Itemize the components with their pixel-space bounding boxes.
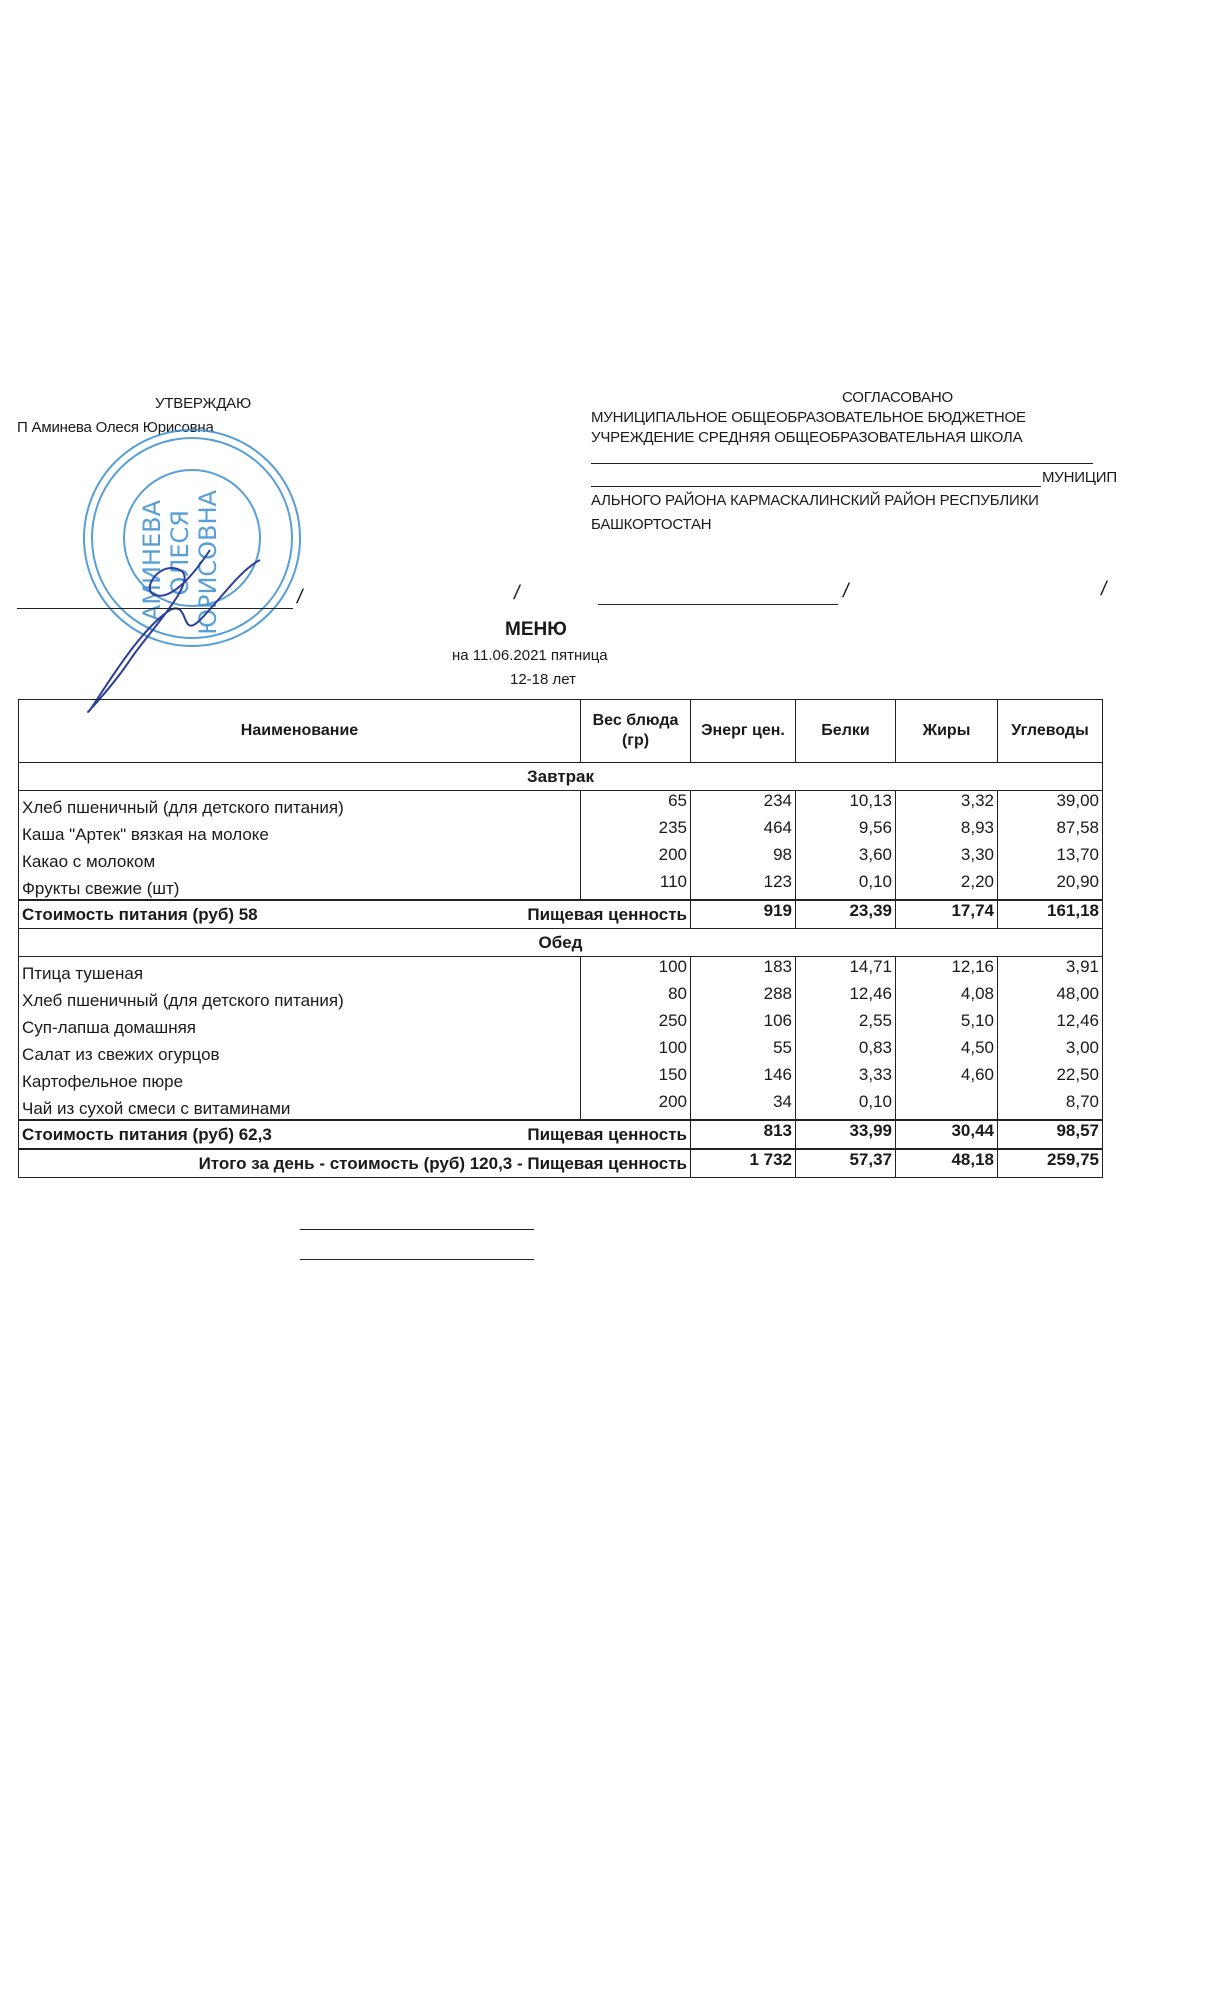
section-total-row [19,1120,1103,1149]
menu-age: 12-18 лет [510,671,576,688]
section-title: Обед [19,929,1103,957]
dish-name: Птица тушеная [19,957,581,985]
total-cost: Стоимость питания (руб) 58 [22,904,258,924]
cell-energy: 464 [691,818,796,845]
table-row [19,984,1103,1011]
agreed-line3: МУНИЦИП [1042,469,1117,486]
signature-line [300,1259,534,1260]
dish-name: Салат из свежих огурцов [19,1038,581,1065]
header-fat: Жиры [896,700,998,763]
cell-protein: 0,10 [796,872,896,900]
total-protein: 23,39 [796,900,896,929]
cell-weight: 200 [581,845,691,872]
table-row [19,872,1103,900]
dish-name: Хлеб пшеничный (для детского питания) [19,791,581,819]
cell-energy: 98 [691,845,796,872]
cell-carbs: 3,00 [998,1038,1103,1065]
cell-weight: 200 [581,1092,691,1120]
day-total-protein: 57,37 [796,1149,896,1178]
cell-weight: 250 [581,1011,691,1038]
header-name: Наименование [19,700,581,763]
cell-weight: 150 [581,1065,691,1092]
total-protein: 33,99 [796,1120,896,1149]
table-row [19,1065,1103,1092]
header-carbs: Углеводы [998,700,1103,763]
cell-weight: 235 [581,818,691,845]
cell-fat: 3,32 [896,791,998,819]
agreed-line4: АЛЬНОГО РАЙОНА КАРМАСКАЛИНСКИЙ РАЙОН РЕСПУБЛИКИ [591,492,1039,509]
agreed-title: СОГЛАСОВАНО [842,389,953,406]
cell-fat: 2,20 [896,872,998,900]
day-total-fat: 48,18 [896,1149,998,1178]
cell-fat: 3,30 [896,845,998,872]
cell-weight: 80 [581,984,691,1011]
cell-protein: 9,56 [796,818,896,845]
table-row [19,845,1103,872]
dish-name: Суп-лапша домашняя [19,1011,581,1038]
cell-energy: 106 [691,1011,796,1038]
signature-line [598,604,838,605]
table-header-row [19,700,1103,763]
day-total-row [19,1149,1103,1178]
total-cost: Стоимость питания (руб) 62,3 [22,1124,272,1144]
total-carbs: 98,57 [998,1120,1103,1149]
cell-carbs: 3,91 [998,957,1103,985]
cell-fat: 4,50 [896,1038,998,1065]
cell-fat: 4,08 [896,984,998,1011]
cell-energy: 34 [691,1092,796,1120]
total-fat: 17,74 [896,900,998,929]
cell-fat [896,1092,998,1120]
approve-person: П Аминева Олеся Юрисовна [17,419,214,436]
section-row [19,929,1103,957]
menu-table [18,699,1103,1178]
cell-fat: 12,16 [896,957,998,985]
svg-text:ОЛЕСЯ: ОЛЕСЯ [166,510,194,596]
cell-energy: 55 [691,1038,796,1065]
cell-carbs: 12,46 [998,1011,1103,1038]
signature-line [300,1229,534,1230]
cell-protein: 0,10 [796,1092,896,1120]
section-row [19,763,1103,791]
total-energy: 813 [691,1120,796,1149]
cell-energy: 288 [691,984,796,1011]
section-title: Завтрак [19,763,1103,791]
cell-protein: 0,83 [796,1038,896,1065]
cell-protein: 10,13 [796,791,896,819]
cell-fat: 5,10 [896,1011,998,1038]
menu-title: МЕНЮ [505,619,567,640]
cell-carbs: 87,58 [998,818,1103,845]
table-row [19,1038,1103,1065]
cell-protein: 14,71 [796,957,896,985]
cell-carbs: 13,70 [998,845,1103,872]
signature-line [17,608,293,609]
table-row [19,791,1103,819]
cell-energy: 183 [691,957,796,985]
total-label: Пищевая ценность [527,1124,687,1144]
blank-line [591,463,1093,464]
cell-weight: 100 [581,1038,691,1065]
slash: / [512,582,522,604]
section-total-row [19,900,1103,929]
cell-weight: 110 [581,872,691,900]
day-total-energy: 1 732 [691,1149,796,1178]
table-row [19,818,1103,845]
menu-date: на 11.06.2021 пятница [452,647,608,664]
cell-protein: 12,46 [796,984,896,1011]
svg-text:АМИНЕВА: АМИНЕВА [138,500,166,622]
total-fat: 30,44 [896,1120,998,1149]
dish-name: Чай из сухой смеси с витаминами [19,1092,581,1120]
cell-protein: 3,60 [796,845,896,872]
slash: / [295,586,305,608]
cell-protein: 2,55 [796,1011,896,1038]
total-energy: 919 [691,900,796,929]
agreed-line2: УЧРЕЖДЕНИЕ СРЕДНЯЯ ОБЩЕОБРАЗОВАТЕЛЬНАЯ ШКОЛА [591,429,1023,446]
table-row [19,1011,1103,1038]
total-carbs: 161,18 [998,900,1103,929]
total-label: Пищевая ценность [527,904,687,924]
table-row [19,957,1103,985]
cell-energy: 234 [691,791,796,819]
dish-name: Фрукты свежие (шт) [19,872,581,900]
slash: / [1099,578,1109,600]
cell-carbs: 20,90 [998,872,1103,900]
header-weight: Вес блюда (гр) [581,700,691,763]
agreed-line1: МУНИЦИПАЛЬНОЕ ОБЩЕОБРАЗОВАТЕЛЬНОЕ БЮДЖЕТНОЕ [591,409,1026,426]
cell-protein: 3,33 [796,1065,896,1092]
svg-text:ЮРИСОВНА: ЮРИСОВНА [194,490,222,635]
dish-name: Картофельное пюре [19,1065,581,1092]
cell-carbs: 39,00 [998,791,1103,819]
cell-carbs: 48,00 [998,984,1103,1011]
dish-name: Хлеб пшеничный (для детского питания) [19,984,581,1011]
slash: / [841,580,851,602]
dish-name: Какао с молоком [19,845,581,872]
approve-title: УТВЕРЖДАЮ [155,395,251,412]
cell-energy: 123 [691,872,796,900]
cell-energy: 146 [691,1065,796,1092]
dish-name: Каша "Артек" вязкая на молоке [19,818,581,845]
agreed-line5: БАШКОРТОСТАН [591,516,712,533]
day-total-label: Итого за день - стоимость (руб) 120,3 - Пищевая ценность [19,1149,691,1178]
cell-weight: 65 [581,791,691,819]
table-row [19,1092,1103,1120]
cell-weight: 100 [581,957,691,985]
cell-carbs: 8,70 [998,1092,1103,1120]
cell-fat: 4,60 [896,1065,998,1092]
cell-carbs: 22,50 [998,1065,1103,1092]
header-protein: Белки [796,700,896,763]
cell-fat: 8,93 [896,818,998,845]
day-total-carbs: 259,75 [998,1149,1103,1178]
header-energy: Энерг цен. [691,700,796,763]
blank-line [591,486,1041,487]
